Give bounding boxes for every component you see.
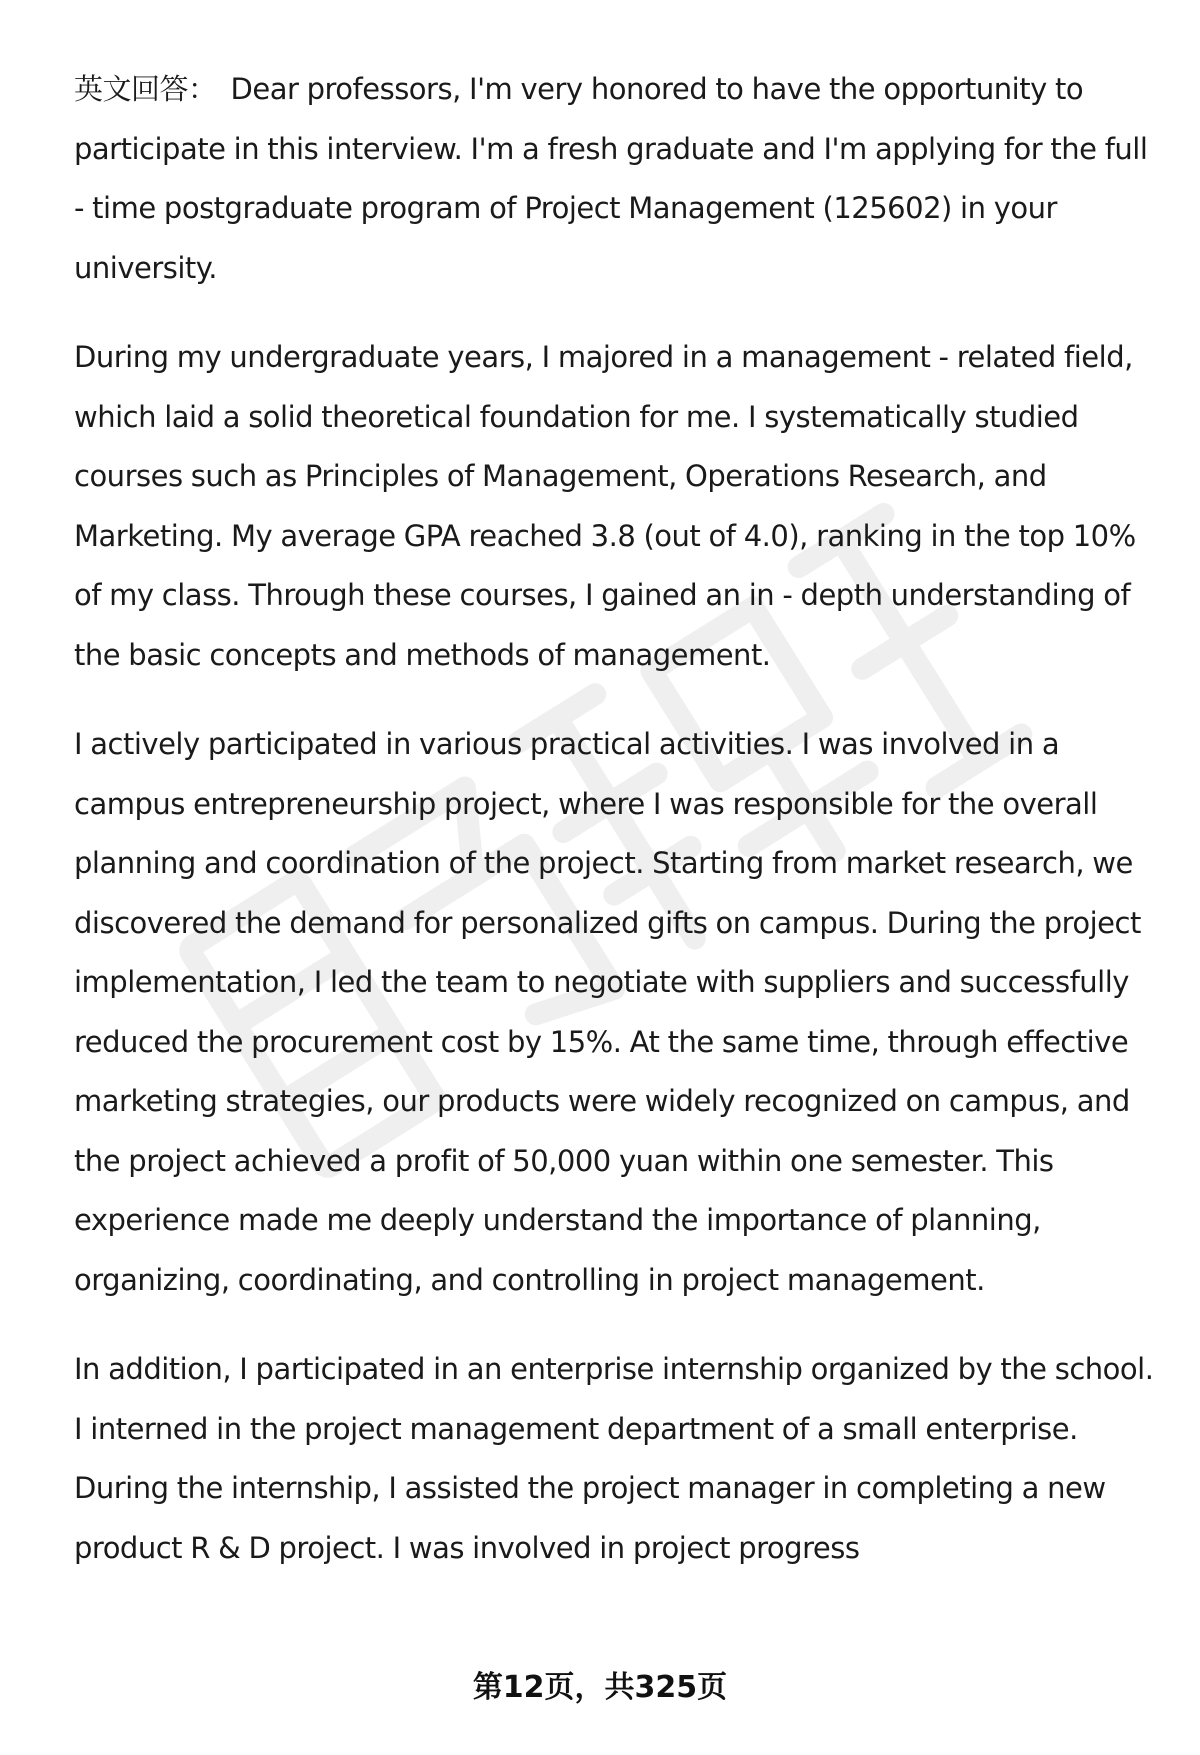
paragraph-1 bbox=[74, 60, 1154, 298]
document-body bbox=[74, 60, 1154, 1608]
paragraph-4: In addition, I participated in an enterprise internship organized by the school. I interned in the project management department of a small enterprise. During the internship, I assisted the project manager in completing a new product R & D project. I was involved in project progress bbox=[74, 1352, 1154, 1565]
paragraph-1-text: Dear professors, I'm very honored to have the opportunity to participate in this interview. I'm a fresh graduate and I'm applying for the full - time postgraduate program of Project Management (125602) in your university. bbox=[74, 72, 1148, 285]
answer-label: 英文回答： bbox=[74, 72, 217, 106]
paragraph-3: I actively participated in various practical activities. I was involved in a campus entrepreneurship project, where I was responsible for the overall planning and coordination of the project. Starting from market research, we discovered the demand for personalized gifts on campus. During the project implementation, I led the team to negotiate with suppliers and successfully reduced the procurement cost by 15%. At the same time, through effective marketing strategies, our products were widely recognized on campus, and the project achieved a profit of 50,000 yuan within one semester. This experience made me deeply understand the importance of planning, organizing, coordinating, and controlling in project management. bbox=[74, 727, 1141, 1297]
paragraph-2: During my undergraduate years, I majored in a management - related field, which laid a solid theoretical foundation for me. I systematically studied courses such as Principles of Management, Operations Research, and Marketing. My average GPA reached 3.8 (out of 4.0), ranking in the top 10% of my class. Through these courses, I gained an in - depth understanding of the basic concepts and methods of management. bbox=[74, 340, 1136, 672]
page-indicator: 第12页，共325页 bbox=[472, 1670, 728, 1705]
